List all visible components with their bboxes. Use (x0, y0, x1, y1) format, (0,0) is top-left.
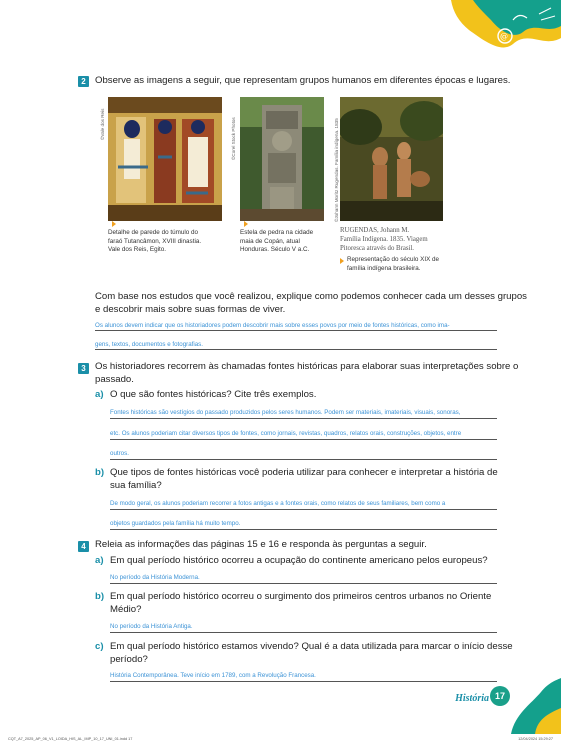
print-file-info: CQT_A7_2025_AP_06_V1_LOIDA_HIS_AL_IMP_10_17_UNI_01.indd 17 (8, 737, 133, 741)
image-credit-2: ©Corel Stock Photos (231, 117, 236, 160)
question-4b-text (110, 591, 491, 616)
question-line: Em qual período histórico estamos vivendo? Qual é a data utilizada para marcar o início desse (110, 641, 513, 652)
caption-line: Vale dos Reis, Egito. (108, 246, 166, 254)
answer-line: Os alunos devem indicar que os historiadores podem descobrir mais sobre esses povos por meio de fontes históricas, como ima- (95, 322, 450, 329)
question-4c-text (110, 641, 513, 666)
rugendas-indigenous-family-painting-image (340, 97, 443, 221)
question-line: Em qual período histórico ocorreu o surgimento dos primeiros centros urbanos no Oriente (110, 591, 492, 602)
question-4c-letter: c) (95, 641, 104, 652)
image-caption-1 (108, 229, 201, 255)
answer-rule (110, 439, 497, 440)
question-2-follow-up (95, 291, 527, 316)
answer-line: História Contemporânea. Teve início em 1789, com a Revolução Francesa. (110, 672, 316, 679)
answer-line: outros. (110, 450, 129, 457)
question-3-prompt (95, 361, 518, 386)
question-4a-letter: a) (95, 555, 104, 566)
answer-line: etc. Os alunos poderiam citar diversos tipos de fontes, como jornais, revistas, quadros, relatos orais, construções, objetos, entre (110, 430, 462, 437)
follow-up-line: Com base nos estudos que você realizou, explique como podemos conhecer cada um desses grupos (95, 291, 527, 302)
follow-up-line: e descobrir mais sobre suas formas de viver. (95, 303, 286, 315)
answer-line: gens, textos, documentos e fotografias. (95, 341, 204, 348)
answer-line: No período da História Moderna. (110, 574, 200, 581)
caption-line: Família Indígena. 1835. Viagem (340, 236, 428, 243)
caption-line: Detalhe de parede do túmulo do (108, 229, 198, 236)
question-number-2: 2 (78, 76, 89, 87)
caption-line: RUGENDAS, Johann M. (340, 227, 410, 234)
caption-line: Representação do século XIX de (347, 256, 440, 263)
question-number-4: 4 (78, 541, 89, 552)
question-2-prompt: Observe as imagens a seguir, que representam grupos humanos em diferentes épocas e lugares. (95, 75, 511, 86)
answer-line: objetos guardados pela família há muito tempo. (110, 520, 241, 527)
question-line: sua família? (110, 479, 162, 491)
question-3b-letter: b) (95, 467, 105, 478)
answer-line: No período da História Antiga. (110, 623, 193, 630)
image-caption-3 (340, 226, 428, 253)
question-4a-text: Em qual período histórico ocorreu a ocupação do continente americano pelos europeus? (110, 555, 488, 566)
answer-rule (95, 330, 497, 331)
image-caption-2 (240, 229, 313, 255)
answer-rule (95, 349, 497, 350)
prompt-line: passado. (95, 373, 134, 385)
image-note-3 (347, 256, 439, 273)
caption-line: Honduras. Século V a.C. (240, 246, 310, 254)
answer-line: Fontes históricas são vestígios do passado produzidos pelos seres humanos. Podem ser materiais, imateriais, visuais, sonoras, (110, 409, 461, 416)
question-line: Que tipos de fontes históricas você poderia utilizar para conhecer e interpretar a história de (110, 467, 498, 478)
prompt-line: Os historiadores recorrem às chamadas fontes históricas para elaborar suas interpretações sobre o (95, 361, 519, 372)
decorative-header-graphic (443, 0, 561, 64)
question-4b-letter: b) (95, 591, 105, 602)
answer-rule (110, 509, 497, 510)
question-3b-text (110, 467, 498, 492)
question-line: período? (110, 653, 148, 665)
svg-text:@: @ (500, 32, 508, 41)
caption-marker-1 (112, 221, 116, 227)
question-4-prompt: Releia as informações das páginas 15 e 16 e responda às perguntas a seguir. (95, 539, 427, 550)
page-number: 17 (490, 686, 510, 706)
caption-line: Estela de pedra na cidade (240, 229, 314, 236)
answer-rule (110, 583, 497, 584)
caption-marker-3 (340, 258, 344, 264)
image-credit-3: ©Johann Moritz Rugendas. Família indígena. 1835 (334, 118, 339, 222)
subject-label: História (455, 693, 489, 704)
answer-line: De modo geral, os alunos poderiam recorrer a fotos antigas e a fontes orais, como relatos de seus familiares, bem como a (110, 500, 446, 507)
answer-rule (110, 681, 497, 682)
answer-rule (110, 529, 497, 530)
caption-line: Pitoresca através do Brasil. (340, 245, 414, 252)
image-credit-1: ©Vale dos Reis (100, 108, 105, 140)
question-number-3: 3 (78, 363, 89, 374)
caption-line: maia de Copán, atual (240, 237, 300, 245)
answer-rule (110, 632, 497, 633)
question-line: Médio? (110, 603, 142, 615)
caption-line: família indígena brasileira. (347, 264, 421, 272)
question-3a-letter: a) (95, 389, 104, 400)
caption-marker-2 (244, 221, 248, 227)
mayan-stone-stela-image (240, 97, 324, 221)
caption-line: faraó Tutancâmon, XVIII dinastia. (108, 237, 202, 245)
question-3a-text: O que são fontes históricas? Cite três exemplos. (110, 389, 317, 400)
answer-rule (110, 418, 497, 419)
print-timestamp: 12/04/2024 15:29:27 (518, 737, 553, 741)
answer-rule (110, 459, 497, 460)
egyptian-tomb-painting-image (108, 97, 222, 221)
